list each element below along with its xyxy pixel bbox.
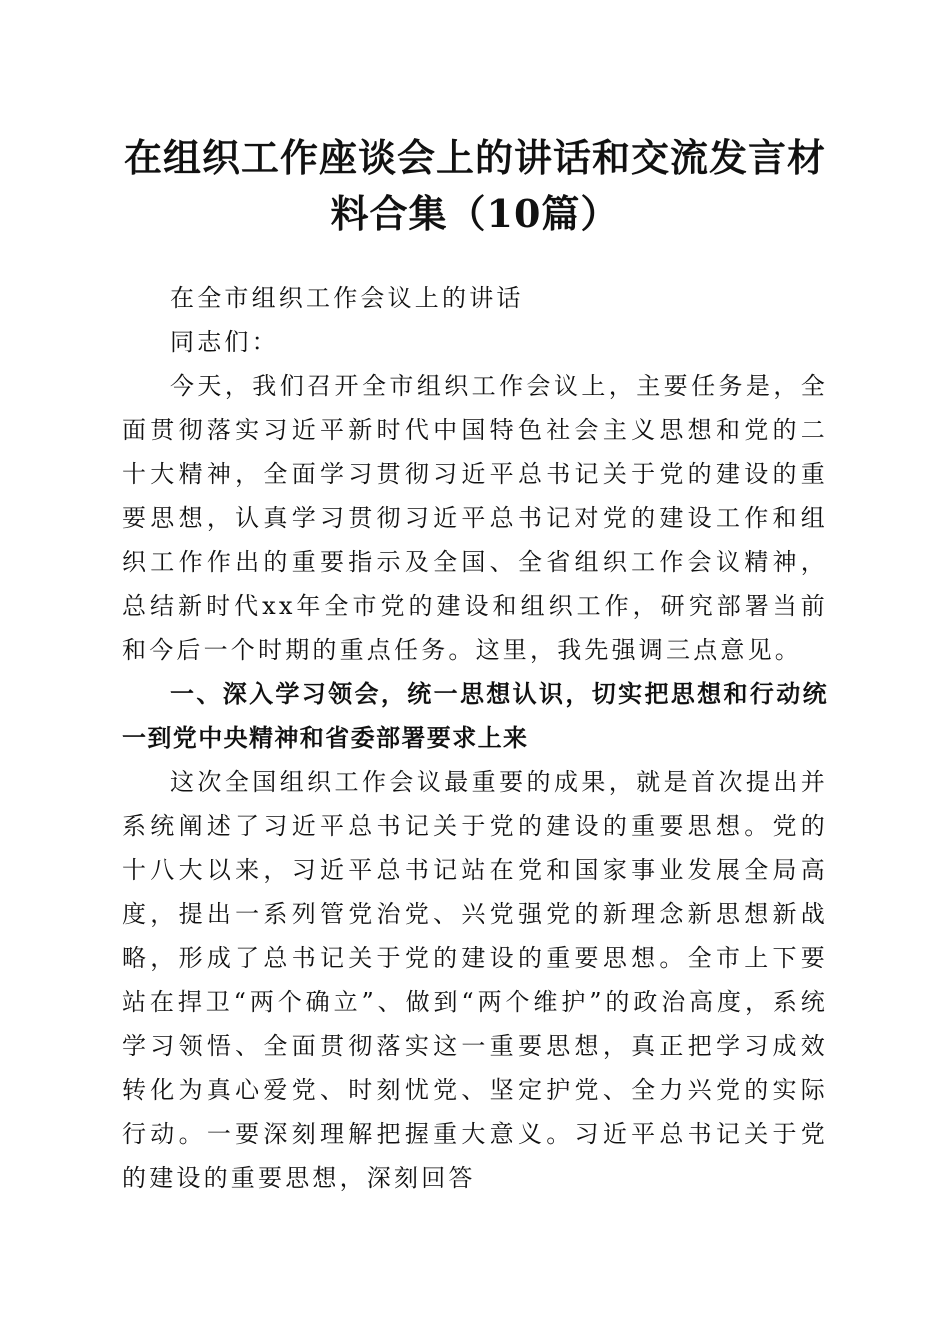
speech-title: 在全市组织工作会议上的讲话 xyxy=(170,284,524,312)
section-heading: 一、深入学习领会，统一思想认识，切实把思想和行动统一到党中央精神和省委部署要求上来 xyxy=(122,680,828,752)
paragraph-intro: 今天，我们召开全市组织工作会议上，主要任务是，全面贯彻落实习近平新时代中国特色社会主义思想和党的二十大精神，全面学习贯彻习近平总书记关于党的建设的重要思想，认真学习贯彻习近平总书记对党的建设工作和组织工作作出的重要指示及全国、全省组织工作会议精神，总结新时代xx年全市党的建设和组织工作，研究部署当前和今后一个时期的重点任务。这里，我先强调三点意见。 xyxy=(122,372,828,664)
document-title: 在组织工作座谈会上的讲话和交流发言材料合集（10篇） xyxy=(123,135,826,236)
salutation: 同志们： xyxy=(170,328,279,356)
paragraph-body: 这次全国组织工作会议最重要的成果，就是首次提出并系统阐述了习近平总书记关于党的建设的重要思想。党的十八大以来，习近平总书记站在党和国家事业发展全局高度，提出一系列管党治党、兴党强党的新理念新思想新战略，形成了总书记关于党的建设的重要思想。全市上下要站在捍卫“两个确立”、做到“两个维护”的政治高度，系统学习领悟、全面贯彻落实这一重要思想，真正把学习成效转化为真心爱党、时刻忧党、坚定护党、全力兴党的实际行动。一要深刻理解把握重大意义。习近平总书记关于党的建设的重要思想，深刻回答 xyxy=(122,768,828,1192)
document-body xyxy=(122,276,828,1200)
